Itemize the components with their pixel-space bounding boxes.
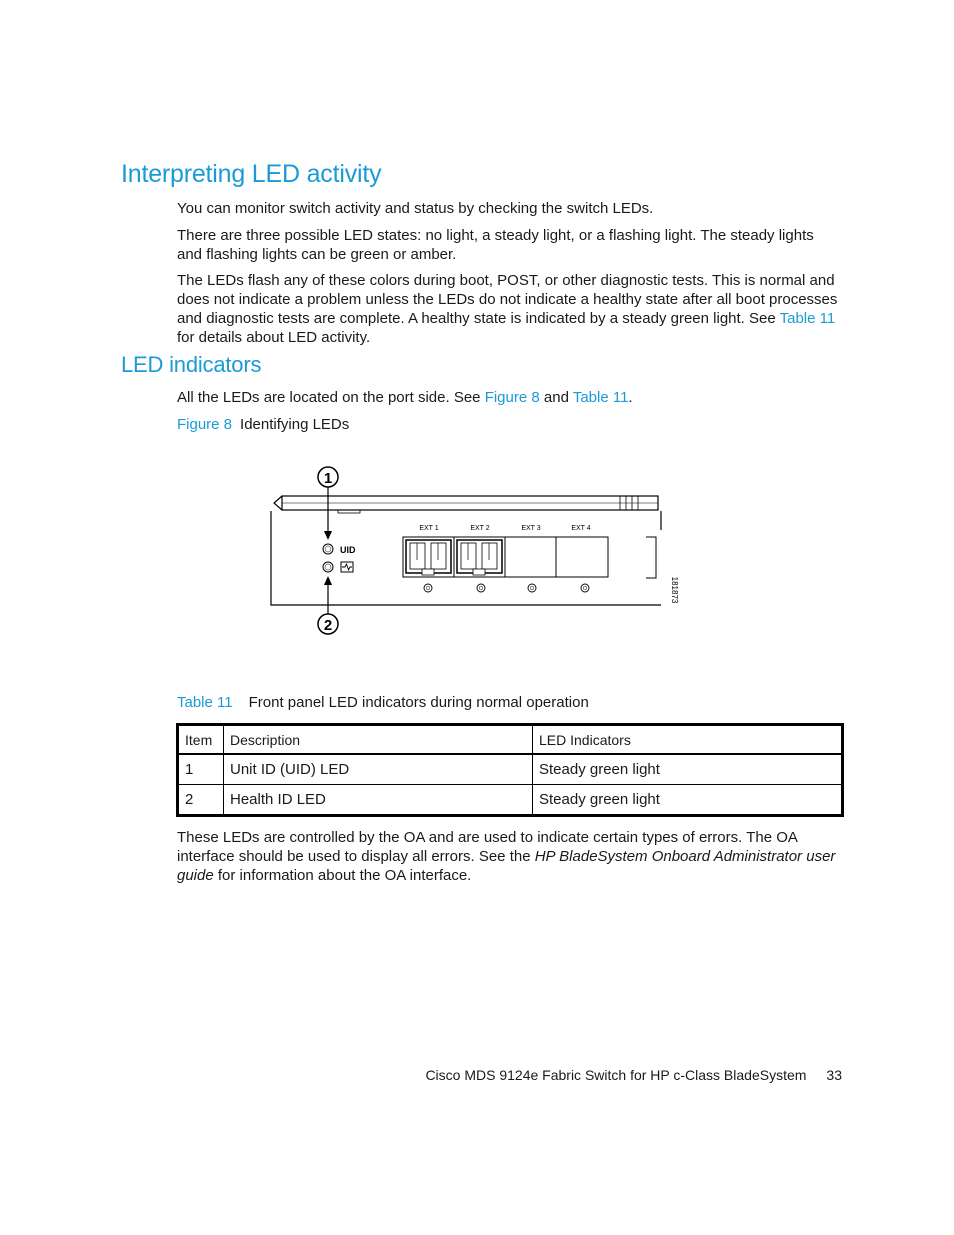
port-label-ext4: EXT 4 bbox=[571, 525, 591, 532]
led-flash-text: The LEDs flash any of these colors during boot, POST, or other diagnostic tests. This is normal and does not indicate a problem unless the LEDs do not indicate a healthy state after all boot processes and diagnostic tests are complete. A healthy state is indicated by a steady green light. See bbox=[177, 272, 838, 327]
figure-8-link[interactable]: Figure 8 bbox=[484, 389, 540, 406]
port-led-ext4 bbox=[581, 584, 589, 592]
table-number: Table 11 bbox=[177, 694, 233, 711]
port-led-ext1 bbox=[424, 584, 432, 592]
port-ext3 bbox=[505, 537, 556, 577]
port-led-ext2 bbox=[477, 584, 485, 592]
closing-text-end: for information about the OA interface. bbox=[213, 867, 472, 884]
led-flash-text-end: for details about LED activity. bbox=[177, 329, 371, 346]
row-item: 2 bbox=[178, 785, 224, 816]
rail-end bbox=[274, 496, 282, 510]
panel-bracket bbox=[646, 537, 656, 578]
closing-text: These LEDs are controlled by the OA and are used to indicate certain types of errors. The OA interface should be used to display all errors. See the bbox=[177, 829, 798, 865]
row-led-indicator: Steady green light bbox=[533, 754, 843, 785]
table-title: Front panel LED indicators during normal operation bbox=[248, 694, 589, 711]
port-ext4 bbox=[556, 537, 608, 577]
header-description: Description bbox=[224, 725, 533, 755]
callout-2-arrow bbox=[324, 576, 332, 585]
table-11-link[interactable]: Table 11 bbox=[572, 389, 629, 406]
callout-1-label: 1 bbox=[323, 470, 333, 487]
figure-number: Figure 8 bbox=[177, 416, 233, 433]
uid-label: UID bbox=[340, 545, 356, 555]
oa-guide-title: HP BladeSystem Onboard Administrator user guide bbox=[177, 848, 836, 884]
led-states-paragraph: There are three possible LED states: no light, a steady light, or a flashing light. The steady lights and flashing lights can be green or amber. bbox=[177, 227, 814, 263]
uid-led bbox=[323, 544, 333, 554]
callout-2-label: 2 bbox=[323, 617, 333, 634]
port-label-ext1: EXT 1 bbox=[419, 525, 439, 532]
table-caption bbox=[177, 694, 589, 711]
row-description: Unit ID (UID) LED bbox=[224, 754, 533, 785]
led-location-text: All the LEDs are located on the port side. See bbox=[177, 389, 485, 406]
section-title: Interpreting LED activity bbox=[121, 160, 382, 188]
row-description: Health ID LED bbox=[224, 785, 533, 816]
port-label-ext2: EXT 2 bbox=[470, 525, 490, 532]
health-led bbox=[323, 562, 333, 572]
port-label-ext3: EXT 3 bbox=[521, 525, 541, 532]
footer-title: Cisco MDS 9124e Fabric Switch for HP c-Class BladeSystem bbox=[425, 1067, 807, 1083]
led-location-period: . bbox=[628, 389, 633, 406]
figure-title: Identifying LEDs bbox=[240, 416, 350, 433]
table-header-row bbox=[178, 725, 843, 755]
table-row bbox=[178, 754, 843, 785]
subsection-title: LED indicators bbox=[121, 352, 262, 377]
table-row bbox=[178, 785, 843, 816]
row-item: 1 bbox=[178, 754, 224, 785]
header-led-indicators: LED Indicators bbox=[533, 725, 843, 755]
header-item: Item bbox=[178, 725, 224, 755]
intro-paragraph: You can monitor switch activity and status by checking the switch LEDs. bbox=[177, 200, 654, 217]
table-11-link[interactable]: Table 11 bbox=[779, 310, 836, 327]
page-number: 33 bbox=[826, 1067, 842, 1083]
closing-paragraph bbox=[177, 828, 842, 885]
callout-1-arrow bbox=[324, 531, 332, 540]
led-indicators-table bbox=[176, 723, 844, 817]
figure-art-id: 181873 bbox=[670, 576, 679, 604]
row-led-indicator: Steady green light bbox=[533, 785, 843, 816]
led-location-and: and bbox=[539, 389, 573, 406]
page-footer bbox=[425, 1067, 842, 1083]
port-led-ext3 bbox=[528, 584, 536, 592]
